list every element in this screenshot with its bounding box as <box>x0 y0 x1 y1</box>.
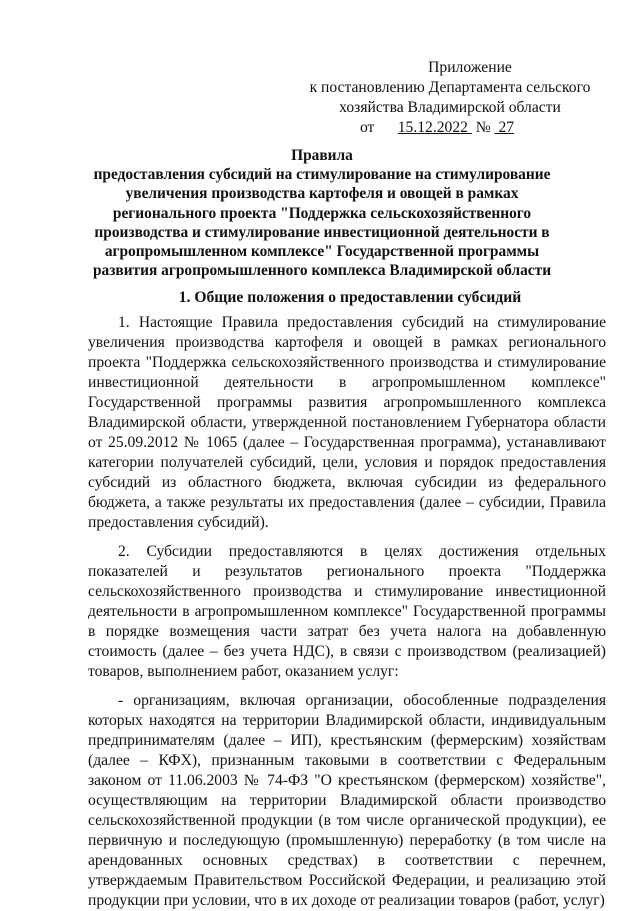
appendix-date-line <box>274 118 600 138</box>
decree-date: 15.12.2022 <box>397 119 468 136</box>
appendix-dept-line: хозяйства Владимирской области <box>339 99 561 116</box>
paragraph-3: - организациям, включая организации, обособленные подразделения которых находятся на территории Владимирской области, индивидуальным предпринимателям (далее – ИП), крестьянским (фермерским) хозяйствам (далее – КФХ), признанным таковыми в соответствии с Федеральным законом от 11.06.2003 № 74-ФЗ "О крестьянском (фермерском) хозяйстве", осуществляющим на территории Владимирской области производство сельскохозяйственной продукции (в том числе органической продукции), ее первичную и последующую (промышленную) переработку (в том числе на арендованных основных средствах) в соответствии с перечнем, утверждаемым Правительством Российской Федерации, и реализацию этой продукции при условии, что в их доходе от реализации товаров (работ, услуг) <box>88 692 606 909</box>
paragraph-1: 1. Настоящие Правила предоставления субсидий на стимулирование увеличения производства картофеля и овощей в рамках регионального проекта "Поддержка сельскохозяйственного производства и стимулирование инвестиционной деятельности в агропромышленном комплексе" Государственной программы развития агропромышленного комплекса Владимирской области, утвержденной постановлением Губернатора области от 25.09.2012 № 1065 (далее – Государственная программа), устанавливают категории получателей субсидий, цели, условия и порядок предоставления субсидий из областного бюджета, включая субсидии из федерального бюджета, а также результаты их предоставления (далее – субсидии, Правила предоставления субсидий). <box>88 314 606 531</box>
appendix-ref-line: к постановлению Департамента сельского <box>309 79 591 96</box>
document-title <box>84 146 560 280</box>
decree-number: 27 <box>498 119 515 136</box>
from-label: от <box>359 119 375 136</box>
body-text <box>88 313 606 911</box>
appendix-title: Приложение <box>428 59 512 76</box>
appendix-header <box>300 58 600 138</box>
title-main: Правила <box>291 147 353 164</box>
number-label: № <box>475 119 491 136</box>
section-heading: 1. Общие положения о предоставлении субсидий <box>178 289 522 306</box>
title-subtitle: предоставления субсидий на стимулирование на стимулирование увеличения производства картофеля и овощей в рамках регионального проекта "Поддержка сельскохозяйственного производства и стимулирование инвестиционной деятельности в агропромышленном комплексе" Государственной программы развития агропромышленного комплекса Владимирской области <box>92 166 552 280</box>
paragraph-2: 2. Субсидии предоставляются в целях достижения отдельных показателей и результатов регионального проекта "Поддержка сельскохозяйственного производства и стимулирование инвестиционной деятельности в агропромышленном комплексе" Государственной программы в порядке возмещения части затрат без учета налога на добавленную стоимость (далее – без учета НДС), в связи с производством (реализацией) товаров, выполнением работ, оказанием услуг: <box>88 543 606 680</box>
